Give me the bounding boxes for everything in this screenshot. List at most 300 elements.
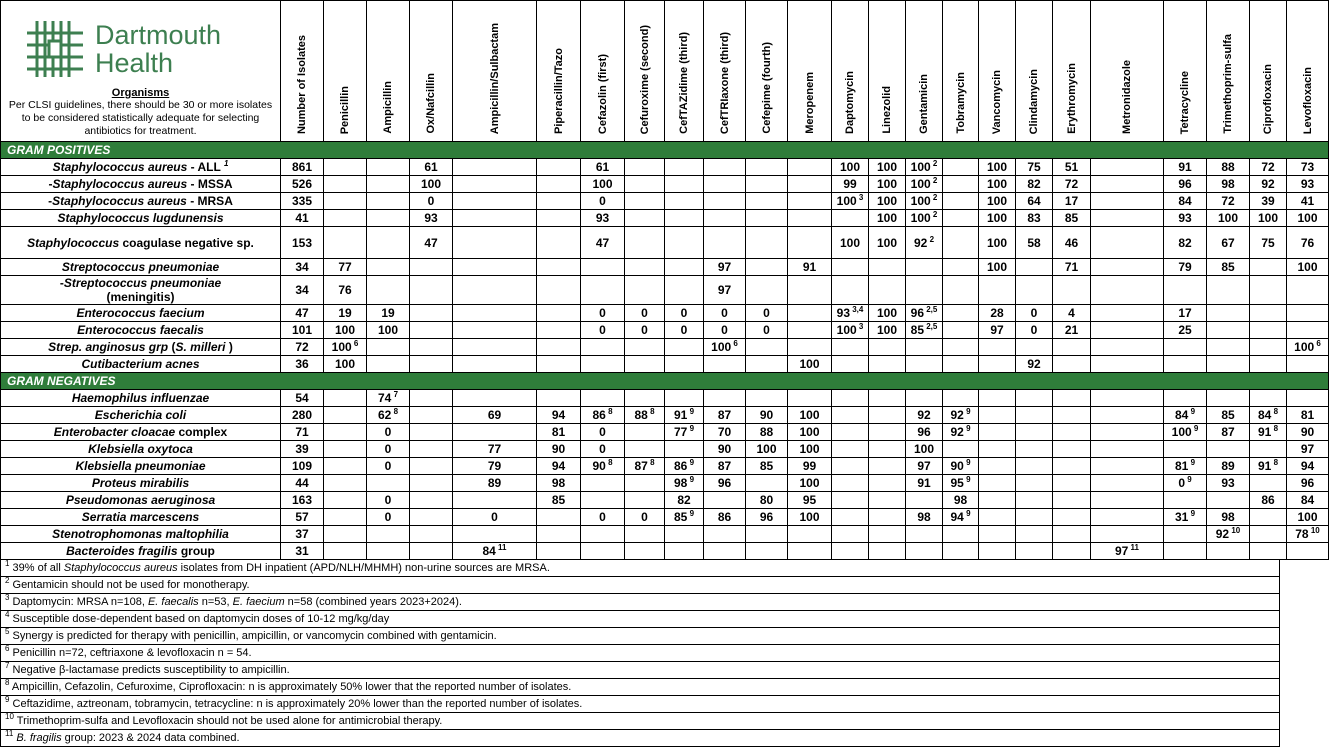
column-header-label: Ciprofloxacin: [1262, 63, 1274, 134]
value-cell: [869, 322, 906, 339]
value-cell: [906, 390, 943, 407]
value-cell: [788, 227, 832, 259]
susceptibility-value: 71: [295, 425, 309, 439]
value-cell: [1287, 475, 1329, 492]
value-cell: [1091, 475, 1164, 492]
value-cell: [453, 356, 537, 373]
value-cell: [906, 176, 943, 193]
value-cell: [1207, 543, 1250, 560]
value-cell: [1053, 407, 1091, 424]
value-cell: [1250, 259, 1287, 276]
susceptibility-value: 100: [876, 160, 898, 174]
value-cell: [1207, 424, 1250, 441]
value-cell: [1164, 526, 1207, 543]
value-cell: [906, 159, 943, 176]
footnote-text: Gentamicin should not be used for monotherapy.: [9, 579, 250, 591]
value-cell: [1091, 227, 1164, 259]
value-cell: [324, 509, 367, 526]
susceptibility-value: 77: [487, 442, 502, 456]
value-cell: [1091, 526, 1164, 543]
susceptibility-value: 88: [634, 408, 648, 422]
footnote-text: Negative β-lactamase predicts susceptibility to ampicillin.: [9, 664, 290, 676]
susceptibility-value: 0: [384, 493, 392, 507]
susceptibility-value: 88: [1221, 160, 1235, 174]
susceptibility-value: 90: [551, 442, 566, 456]
susceptibility-value: 39: [295, 442, 309, 456]
value-cell: [1207, 259, 1250, 276]
value-cell: [281, 458, 324, 475]
value-cell: [906, 305, 943, 322]
value-cell: [410, 159, 453, 176]
value-cell: [665, 322, 704, 339]
value-cell: [625, 305, 665, 322]
susceptibility-value: 100: [876, 177, 898, 191]
organisms-note: Per CLSI guidelines, there should be 30 or more isolates to be considered statistically adequate for selecting antibiotics for treatment.: [8, 98, 273, 137]
value-cell: [1164, 259, 1207, 276]
value-cell: [410, 492, 453, 509]
footnote: [1, 594, 1279, 611]
value-cell: [324, 176, 367, 193]
susceptibility-value: 96: [910, 306, 924, 320]
column-header-label: Erythromycin: [1065, 63, 1078, 134]
value-cell: [746, 276, 788, 305]
value-cell: [704, 475, 746, 492]
value-cell: [704, 356, 746, 373]
value-cell: [1091, 441, 1164, 458]
value-cell: [367, 458, 410, 475]
susceptibility-value: 72: [1221, 194, 1235, 208]
value-cell: [281, 176, 324, 193]
value-cell: [410, 322, 453, 339]
table-row: [1, 276, 1329, 305]
value-cell: [367, 356, 410, 373]
value-cell: [1207, 492, 1250, 509]
susceptibility-value: 72: [295, 340, 309, 354]
paren-open: (: [168, 340, 176, 354]
organism-name: Haemophilus influenzae: [71, 391, 210, 405]
value-cell: [869, 193, 906, 210]
organism-alt-name: S. milleri: [175, 340, 226, 354]
footnote-number: 4: [5, 610, 10, 619]
value-cell: [1287, 322, 1329, 339]
value-cell: [1053, 526, 1091, 543]
value-cell: [537, 305, 581, 322]
susceptibility-value: 0: [1030, 306, 1038, 320]
value-cell: [1287, 458, 1329, 475]
organisms-header-cell: [1, 1, 281, 142]
value-cell: [832, 276, 869, 305]
susceptibility-value: 97: [717, 283, 732, 297]
value-cell: [367, 176, 410, 193]
value-cell: [746, 339, 788, 356]
value-cell: [704, 390, 746, 407]
susceptibility-value: 95: [802, 493, 817, 507]
footnote: [1, 628, 1279, 645]
susceptibility-value: 90: [1300, 425, 1315, 439]
table-row: [1, 543, 1329, 560]
susceptibility-value: 58: [1027, 235, 1041, 250]
footnote-ref: 9: [963, 475, 971, 484]
value-cell: [453, 227, 537, 259]
organism-prefix: -: [59, 276, 64, 290]
value-cell: [281, 492, 324, 509]
value-cell: [453, 305, 537, 322]
susceptibility-value: 100: [1297, 510, 1318, 524]
value-cell: [1016, 509, 1053, 526]
value-cell: [581, 390, 625, 407]
value-cell: [1016, 526, 1053, 543]
value-cell: [832, 407, 869, 424]
organism-suffix: complex: [175, 425, 228, 439]
value-cell: [1250, 492, 1287, 509]
value-cell: [746, 259, 788, 276]
table-row: [1, 407, 1329, 424]
footnote-ref: 9: [687, 458, 695, 467]
value-cell: [746, 176, 788, 193]
susceptibility-value: 46: [1064, 235, 1079, 250]
susceptibility-value: 163: [291, 493, 313, 507]
value-cell: [906, 492, 943, 509]
value-cell: [746, 305, 788, 322]
table-row: [1, 509, 1329, 526]
footnote-ref: 2: [930, 210, 938, 219]
table-row: [1, 305, 1329, 322]
footnote-number: 11: [5, 729, 14, 738]
value-cell: [665, 356, 704, 373]
value-cell: [324, 227, 367, 259]
value-cell: [1287, 305, 1329, 322]
footnote-ref: 2,5: [924, 322, 938, 331]
susceptibility-value: 51: [1064, 160, 1079, 174]
susceptibility-value: 92: [913, 235, 928, 250]
value-cell: [581, 424, 625, 441]
susceptibility-value: 73: [1300, 160, 1315, 174]
susceptibility-value: 100: [799, 357, 820, 371]
susceptibility-value: 57: [295, 510, 309, 524]
value-cell: [979, 390, 1016, 407]
organism-cell: [1, 159, 281, 176]
value-cell: [979, 475, 1016, 492]
organism-name: Staphylococcus: [27, 235, 120, 250]
column-header: [1250, 1, 1287, 142]
value-cell: [1016, 259, 1053, 276]
footnote-ref: 3,4: [850, 305, 864, 314]
susceptibility-value: 72: [1064, 177, 1079, 191]
value-cell: [704, 176, 746, 193]
footnote: [1, 713, 1279, 730]
table-row: [1, 441, 1329, 458]
column-header-label: Tobramycin: [954, 72, 967, 134]
value-cell: [581, 276, 625, 305]
footnote-text: Ampicillin, Cefazolin, Cefuroxime, Ciprofloxacin: n is approximately 50% lower that the reported number of isolates.: [9, 681, 572, 693]
susceptibility-value: 91: [1178, 160, 1192, 174]
value-cell: [943, 424, 979, 441]
value-cell: [1207, 227, 1250, 259]
susceptibility-value: 74: [377, 391, 392, 405]
value-cell: [906, 322, 943, 339]
column-header: [1016, 1, 1053, 142]
value-cell: [1164, 543, 1207, 560]
footnote-ref: 9: [1191, 424, 1199, 433]
value-cell: [537, 390, 581, 407]
value-cell: [704, 276, 746, 305]
table-row: [1, 475, 1329, 492]
value-cell: [704, 492, 746, 509]
value-cell: [537, 475, 581, 492]
footnote-number: 5: [5, 627, 10, 636]
value-cell: [869, 509, 906, 526]
value-cell: [665, 407, 704, 424]
value-cell: [943, 159, 979, 176]
value-cell: [581, 441, 625, 458]
susceptibility-value: 100: [986, 235, 1008, 250]
susceptibility-value: 0: [680, 323, 688, 337]
susceptibility-value: 87: [1221, 425, 1235, 439]
susceptibility-value: 93: [836, 306, 850, 320]
susceptibility-value: 85: [1064, 211, 1079, 225]
column-header-label: Cefazolin (first): [596, 53, 609, 134]
susceptibility-value: 96: [1178, 177, 1192, 191]
value-cell: [281, 339, 324, 356]
footnote-organism: Staphylococcus aureus: [63, 562, 178, 574]
susceptibility-value: 99: [802, 459, 817, 473]
value-cell: [367, 227, 410, 259]
organism-cell: [1, 193, 281, 210]
value-cell: [1250, 441, 1287, 458]
value-cell: [943, 259, 979, 276]
value-cell: [1164, 193, 1207, 210]
footnote-ref: 9: [963, 407, 971, 416]
value-cell: [1164, 390, 1207, 407]
value-cell: [537, 259, 581, 276]
value-cell: [704, 339, 746, 356]
value-cell: [788, 492, 832, 509]
value-cell: [453, 424, 537, 441]
value-cell: [1250, 305, 1287, 322]
footnote: [1, 730, 1279, 747]
susceptibility-value: 98: [953, 493, 968, 507]
value-cell: [1250, 159, 1287, 176]
value-cell: [410, 210, 453, 227]
susceptibility-value: 93: [1178, 211, 1192, 225]
susceptibility-value: 80: [759, 493, 774, 507]
value-cell: [281, 193, 324, 210]
value-cell: [1250, 424, 1287, 441]
susceptibility-value: 100: [1217, 211, 1239, 225]
susceptibility-value: 100: [592, 177, 613, 191]
organism-name: Cutibacterium acnes: [81, 357, 200, 371]
susceptibility-value: 92: [950, 408, 964, 422]
susceptibility-value: 0: [641, 323, 648, 337]
footnote-ref: 8: [647, 458, 655, 467]
value-cell: [625, 259, 665, 276]
value-cell: [1091, 356, 1164, 373]
susceptibility-value: 82: [677, 493, 691, 507]
table-row: [1, 356, 1329, 373]
value-cell: [581, 210, 625, 227]
value-cell: [537, 424, 581, 441]
organism-cell: [1, 176, 281, 193]
value-cell: [1164, 509, 1207, 526]
footnote: [1, 679, 1279, 696]
value-cell: [665, 475, 704, 492]
value-cell: [367, 322, 410, 339]
value-cell: [1164, 475, 1207, 492]
susceptibility-value: 100: [986, 177, 1008, 191]
susceptibility-value: 64: [1027, 194, 1041, 208]
column-header: [410, 1, 453, 142]
value-cell: [1053, 441, 1091, 458]
susceptibility-value: 91: [802, 260, 817, 274]
value-cell: [1053, 210, 1091, 227]
organism-cell: [1, 276, 281, 305]
organism-name: Klebsiella oxytoca: [88, 442, 193, 456]
value-cell: [367, 543, 410, 560]
value-cell: [906, 356, 943, 373]
value-cell: [1287, 159, 1329, 176]
value-cell: [832, 259, 869, 276]
value-cell: [537, 176, 581, 193]
value-cell: [788, 407, 832, 424]
table-row: [1, 259, 1329, 276]
susceptibility-value: 0: [491, 510, 498, 524]
susceptibility-value: 98: [1221, 177, 1235, 191]
susceptibility-value: 0: [721, 306, 728, 320]
value-cell: [1091, 492, 1164, 509]
susceptibility-value: 0: [384, 510, 392, 524]
value-cell: [453, 210, 537, 227]
value-cell: [1287, 441, 1329, 458]
organism-name: Pseudomonas aeruginosa: [65, 493, 216, 507]
susceptibility-value: 90: [759, 408, 774, 422]
footnote-number: 7: [5, 661, 10, 670]
value-cell: [906, 276, 943, 305]
value-cell: [746, 526, 788, 543]
value-cell: [943, 176, 979, 193]
value-cell: [704, 159, 746, 176]
value-cell: [1091, 159, 1164, 176]
susceptibility-value: 91: [1257, 425, 1272, 439]
value-cell: [537, 543, 581, 560]
table-row: [1, 193, 1329, 210]
value-cell: [832, 492, 869, 509]
organism-name: Staphylococcus lugdunensis: [57, 211, 224, 225]
column-header-label: Piperacillin/Tazo: [552, 48, 565, 134]
value-cell: [410, 276, 453, 305]
footnote-ref: 2: [930, 193, 938, 202]
susceptibility-value: 100: [986, 211, 1008, 225]
value-cell: [943, 356, 979, 373]
value-cell: [943, 210, 979, 227]
value-cell: [746, 193, 788, 210]
value-cell: [367, 526, 410, 543]
organism-name: Enterobacter cloacae: [53, 425, 176, 439]
susceptibility-value: 95: [950, 476, 964, 490]
footnote-ref: 9: [963, 509, 971, 518]
susceptibility-value: 100: [1257, 211, 1279, 225]
susceptibility-value: 100: [876, 211, 898, 225]
value-cell: [1053, 159, 1091, 176]
value-cell: [1207, 210, 1250, 227]
value-cell: [324, 407, 367, 424]
value-cell: [832, 509, 869, 526]
susceptibility-value: 100: [910, 211, 931, 225]
organism-suffix: coagulase negative sp.: [119, 235, 254, 250]
dartmouth-health-logo-icon: [23, 17, 87, 81]
column-header: [1287, 1, 1329, 142]
susceptibility-value: 0: [721, 323, 728, 337]
footnote-ref: 9: [1188, 407, 1196, 416]
value-cell: [1207, 526, 1250, 543]
susceptibility-value: 21: [1064, 323, 1079, 337]
susceptibility-value: 0: [427, 194, 435, 208]
value-cell: [324, 276, 367, 305]
value-cell: [906, 543, 943, 560]
value-cell: [746, 424, 788, 441]
value-cell: [1164, 227, 1207, 259]
value-cell: [281, 509, 324, 526]
footnote-ref: 9: [687, 509, 695, 518]
susceptibility-value: 41: [295, 211, 309, 225]
value-cell: [1016, 356, 1053, 373]
footnote-ref: 2,5: [924, 305, 938, 314]
susceptibility-value: 36: [295, 357, 309, 371]
footnote: [1, 560, 1279, 577]
value-cell: [1250, 276, 1287, 305]
susceptibility-value: 0: [1030, 323, 1038, 337]
susceptibility-value: 100: [836, 194, 857, 208]
organism-name: Enterococcus faecalis: [77, 323, 204, 337]
value-cell: [281, 543, 324, 560]
susceptibility-value: 0: [599, 194, 606, 208]
value-cell: [665, 276, 704, 305]
susceptibility-value: 100: [334, 357, 356, 371]
section-row: [1, 373, 1329, 390]
value-cell: [453, 390, 537, 407]
value-cell: [832, 176, 869, 193]
value-cell: [665, 339, 704, 356]
susceptibility-value: 89: [487, 476, 502, 490]
value-cell: [665, 441, 704, 458]
footnote-ref: 2: [927, 234, 935, 244]
value-cell: [1287, 543, 1329, 560]
organism-cell: [1, 322, 281, 339]
value-cell: [1164, 407, 1207, 424]
value-cell: [1287, 176, 1329, 193]
value-cell: [410, 176, 453, 193]
footnote: [1, 645, 1279, 662]
organism-name: Klebsiella pneumoniae: [75, 459, 206, 473]
organism-cell: [1, 492, 281, 509]
value-cell: [788, 526, 832, 543]
value-cell: [410, 390, 453, 407]
value-cell: [746, 407, 788, 424]
footnote-text: Daptomycin: MRSA n=108,: [9, 596, 148, 608]
susceptibility-value: 0: [599, 510, 606, 524]
value-cell: [1016, 159, 1053, 176]
column-header-label: Ox/Nafcillin: [425, 73, 437, 134]
susceptibility-value: 89: [1221, 459, 1235, 473]
footnote-ref: 9: [963, 424, 971, 433]
susceptibility-value: 25: [1178, 323, 1192, 337]
susceptibility-value: 100: [799, 408, 820, 422]
organism-cell: [1, 475, 281, 492]
susceptibility-value: 96: [717, 476, 732, 490]
column-header-label: Cefuroxime (second): [638, 24, 651, 134]
organism-cell: [1, 390, 281, 407]
column-header: [832, 1, 869, 142]
value-cell: [410, 193, 453, 210]
